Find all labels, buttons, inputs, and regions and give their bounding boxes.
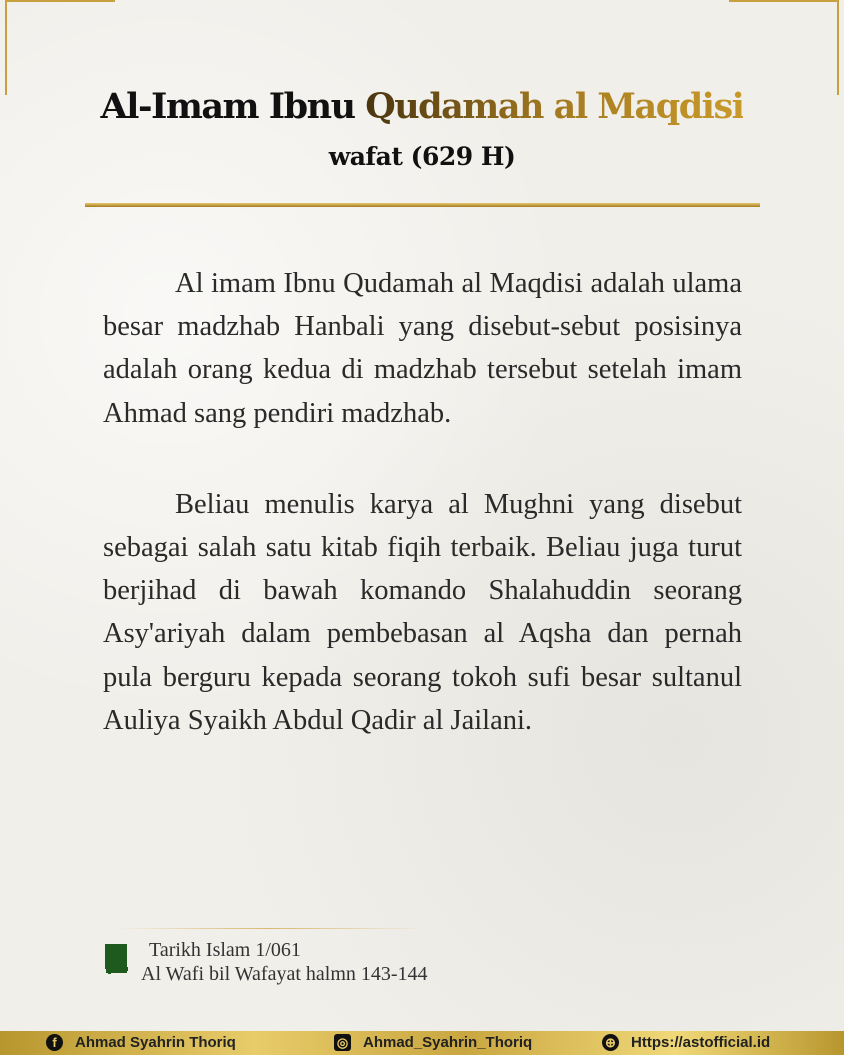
instagram-link[interactable] [334,1034,532,1051]
reference-divider [115,928,425,929]
corner-frame-left [5,0,7,95]
reference-item: Al Wafi bil Wafayat halmn 143-144 [141,963,428,985]
page-title [0,86,844,127]
facebook-link[interactable] [46,1034,236,1051]
corner-frame-left-top [5,0,115,2]
corner-frame-right [837,0,839,95]
divider [85,203,760,207]
book-icon [104,944,128,974]
corner-frame-right-top [729,0,839,2]
globe-icon: ⊕ [602,1034,619,1051]
subtitle: wafat (629 H) [328,142,516,171]
website-link[interactable] [602,1034,770,1051]
facebook-icon: f [46,1034,63,1051]
paragraph: Al imam Ibnu Qudamah al Maqdisi adalah ulama besar madzhab Hanbali yang disebut-sebut posisinya adalah orang kedua di madzhab tersebut setelah imam Ahmad sang pendiri madzhab. [103,268,742,429]
facebook-label: Ahmad Syahrin Thoriq [75,1034,236,1051]
title-part-2: Qudamah al Maqdisi [365,86,744,127]
paragraph: Beliau menulis karya al Mughni yang disebut sebagai salah satu kitab fiqih terbaik. Beliau juga turut berjihad di bawah komando Shalahuddin seorang Asy'ariyah dalam pembebasan al Aqsha dan pernah pula berguru kepada seorang tokoh sufi besar sultanul Auliya Syaikh Abdul Qadir al Jailani. [103,488,742,736]
references [141,938,428,986]
reference-item: Tarikh Islam 1/061 [149,939,301,961]
instagram-label: Ahmad_Syahrin_Thoriq [363,1034,533,1051]
footer-bar [0,1031,844,1055]
title-part-1: Al-Imam Ibnu [100,86,366,127]
article-body [103,262,742,790]
website-label: Https://astofficial.id [631,1034,771,1051]
instagram-icon: ◎ [334,1034,351,1051]
